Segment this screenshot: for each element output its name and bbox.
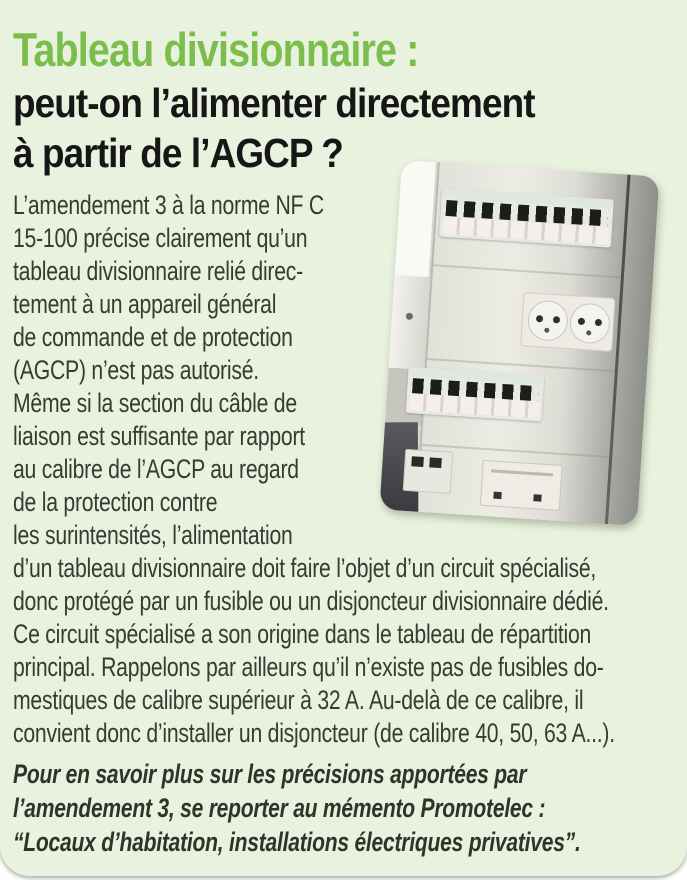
body-line: principal. Rappelons par ailleurs qu’il n’existe pas de fusibles do- bbox=[13, 652, 604, 682]
socket-hole bbox=[595, 319, 602, 326]
electrical-panel-photo bbox=[379, 160, 659, 526]
footer-line: “Locaux d’habitation, installations électriques privatives”. bbox=[13, 827, 581, 857]
din-module-small bbox=[403, 449, 454, 494]
body-line: Ce circuit spécialisé a son origine dans le tableau de répartition bbox=[13, 619, 592, 649]
body-line: au calibre de l’AGCP au regard bbox=[13, 454, 299, 484]
article-footer bbox=[13, 757, 684, 859]
body-line: liaison est suffisante par rapport bbox=[13, 421, 305, 451]
body-line: 15-100 précise clairement qu’un bbox=[13, 223, 308, 253]
body-line: mestiques de calibre supérieur à 32 A. Au-delà de ce calibre, il bbox=[13, 685, 584, 715]
wall-socket bbox=[569, 302, 611, 344]
article-title-line-2: à partir de l’AGCP ? bbox=[13, 130, 343, 176]
din-module-wide bbox=[480, 460, 563, 511]
module-dot bbox=[493, 492, 501, 500]
socket-hole bbox=[586, 330, 591, 335]
panel-seam bbox=[433, 264, 623, 278]
body-line: tement à un appareil général bbox=[13, 289, 277, 319]
body-line: donc protégé par un fusible ou un disjoncteur divisionnaire dédié. bbox=[13, 586, 609, 616]
body-line: de la protection contre bbox=[13, 487, 218, 517]
socket-hole bbox=[553, 316, 560, 323]
socket-hole bbox=[544, 328, 549, 333]
body-line: convient donc d’installer un disjoncteur (de calibre 40, 50, 63 A...). bbox=[13, 718, 615, 748]
module-dot bbox=[533, 494, 541, 502]
body-line: tableau divisionnaire relié direc- bbox=[13, 256, 303, 286]
article-title-green: Tableau divisionnaire : bbox=[13, 23, 419, 76]
body-line: les surintensités, l’alimentation bbox=[13, 520, 293, 550]
wall-socket bbox=[527, 300, 569, 342]
footer-line: l’amendement 3, se reporter au mémento Promotelec : bbox=[13, 793, 546, 823]
socket-hole bbox=[578, 318, 585, 325]
breaker-row-lower bbox=[406, 367, 545, 422]
breaker-row-top bbox=[439, 189, 614, 248]
footer-line: Pour en savoir plus sur les précisions apportées par bbox=[13, 759, 527, 789]
module-mark bbox=[429, 457, 442, 468]
module-bar bbox=[491, 469, 553, 476]
body-line: (AGCP) n’est pas autorisé. bbox=[13, 355, 259, 385]
body-line: de commande et de protection bbox=[13, 322, 293, 352]
body-line: L’amendement 3 à la norme NF C bbox=[13, 190, 324, 220]
body-line: Même si la section du câble de bbox=[13, 388, 297, 418]
article-title-line-1: peut-on l’alimenter directement bbox=[13, 80, 535, 126]
body-line: d’un tableau divisionnaire doit faire l’objet d’un circuit spécialisé, bbox=[13, 553, 597, 583]
socket-plate bbox=[520, 292, 615, 352]
module-mark bbox=[411, 456, 424, 467]
socket-hole bbox=[536, 315, 543, 322]
